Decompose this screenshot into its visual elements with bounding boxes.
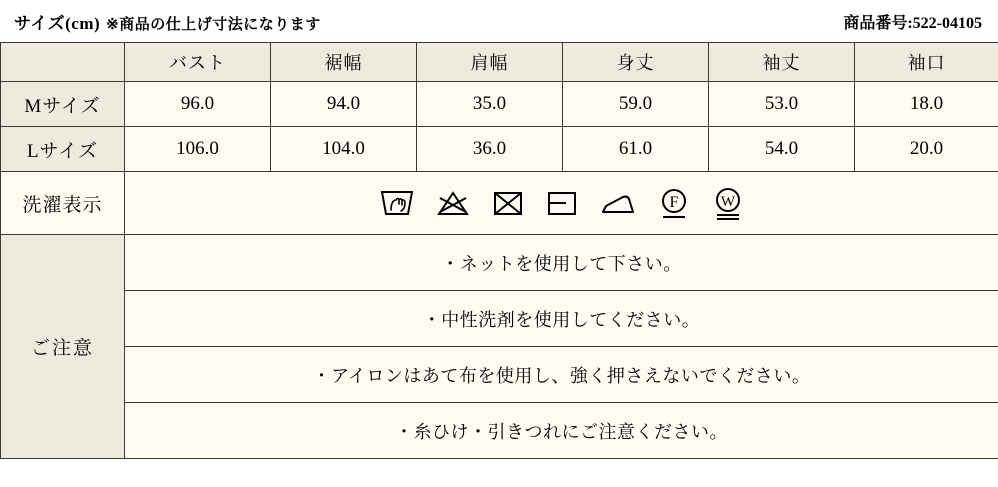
table-header-row xyxy=(1,43,998,82)
row-label-care: 洗濯表示 xyxy=(1,172,125,235)
cell-l-body-length: 61.0 xyxy=(563,127,709,172)
cell-m-sleeve-length: 53.0 xyxy=(709,82,855,127)
iron-low-icon xyxy=(598,186,638,220)
cell-m-cuff: 18.0 xyxy=(855,82,998,127)
cell-l-bust: 106.0 xyxy=(125,127,271,172)
row-label-notice: ご注意 xyxy=(1,235,125,459)
header xyxy=(0,0,998,42)
header-title-group xyxy=(14,9,321,34)
hand-wash-icon xyxy=(378,186,416,220)
cell-l-hem-width: 104.0 xyxy=(271,127,417,172)
notice-item: ・糸ひけ・引きつれにご注意ください。 xyxy=(125,403,998,459)
svg-text:W: W xyxy=(720,194,735,210)
column-header-sleeve-length: 袖丈 xyxy=(709,43,855,82)
column-header-cuff: 袖口 xyxy=(855,43,998,82)
size-table xyxy=(0,42,998,459)
notice-item: ・アイロンはあて布を使用し、強く押さえないでください。 xyxy=(125,347,998,403)
table-row xyxy=(1,82,998,127)
care-symbols-cell xyxy=(125,172,998,235)
notice-item: ・中性洗剤を使用してください。 xyxy=(125,291,998,347)
drip-dry-flat-icon xyxy=(544,186,580,220)
dry-clean-f-icon xyxy=(656,184,692,222)
corner-cell xyxy=(1,43,125,82)
table-row xyxy=(1,127,998,172)
product-number: 商品番号:522-04105 xyxy=(843,14,982,32)
cell-l-shoulder-width: 36.0 xyxy=(417,127,563,172)
notice-row-1 xyxy=(1,235,998,291)
header-note: ※商品の仕上げ寸法になります xyxy=(106,16,321,33)
no-bleach-icon xyxy=(434,186,472,220)
cell-l-cuff: 20.0 xyxy=(855,127,998,172)
row-label-l-size: Lサイズ xyxy=(1,127,125,172)
cell-m-body-length: 59.0 xyxy=(563,82,709,127)
notice-row-2 xyxy=(1,291,998,347)
page-title: サイズ(cm) xyxy=(14,13,101,33)
notice-row-4 xyxy=(1,403,998,459)
notice-item: ・ネットを使用して下さい。 xyxy=(125,235,998,291)
cell-m-hem-width: 94.0 xyxy=(271,82,417,127)
column-header-body-length: 身丈 xyxy=(563,43,709,82)
wet-clean-w-icon xyxy=(710,184,746,222)
column-header-bust: バスト xyxy=(125,43,271,82)
notice-row-3 xyxy=(1,347,998,403)
cell-l-sleeve-length: 54.0 xyxy=(709,127,855,172)
cell-m-shoulder-width: 35.0 xyxy=(417,82,563,127)
column-header-hem-width: 裾幅 xyxy=(271,43,417,82)
svg-text:F: F xyxy=(669,194,678,211)
cell-m-bust: 96.0 xyxy=(125,82,271,127)
row-label-m-size: Mサイズ xyxy=(1,82,125,127)
care-label-row xyxy=(1,172,998,235)
care-symbols xyxy=(125,172,998,234)
no-tumble-dry-icon xyxy=(490,186,526,220)
column-header-shoulder-width: 肩幅 xyxy=(417,43,563,82)
